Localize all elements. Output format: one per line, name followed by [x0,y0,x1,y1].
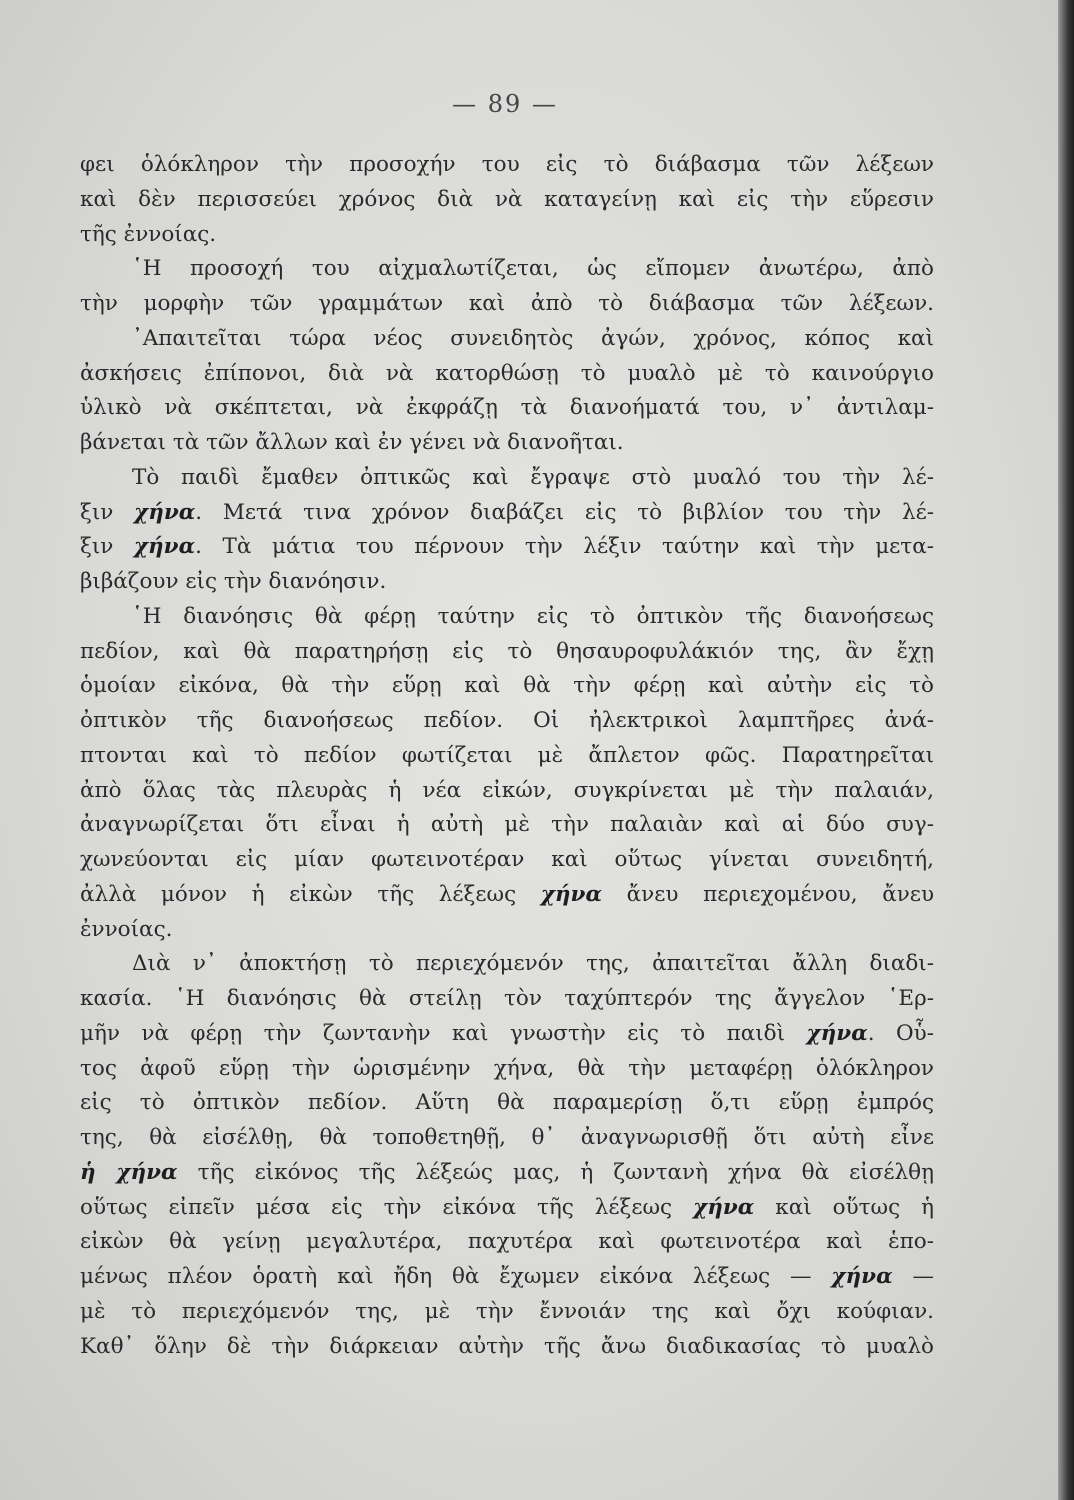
text-line: καὶ δὲν περισσεύει χρόνος διὰ νὰ καταγείνῃ καὶ εἰς τὴν εὕρεσιν [80,186,934,212]
text-line: μῆν νὰ φέρῃ τὴν ζωντανὴν καὶ γνωστὴν εἰς τὸ παιδὶ χήνα. Οὗ- [80,1020,934,1046]
emphasized-word: χήνα [540,881,603,907]
text-line: χωνεύονται εἰς μίαν φωτεινοτέραν καὶ οὕτως γίνεται συνειδητή, [80,847,934,872]
text-line: ᾿Απαιτεῖται τώρα νέος συνειδητὸς ἀγών, χρόνος, κόπος καὶ [132,325,934,351]
emphasized-word: χήνα [134,499,196,525]
text-line: Καθ᾿ ὅλην δὲ τὴν διάρκειαν αὐτὴν τῆς ἄνω διαδικασίας τὸ μυαλὸ [80,1333,934,1359]
text-line: κασία. ῾Η διανόησις θὰ στείλῃ τὸν ταχύπτερόν της ἄγγελον ῾Ερ- [80,986,934,1011]
text-line: εἰς τὸ ὀπτικὸν πεδίον. Αὕτη θὰ παραμερίσῃ ὅ,τι εὕρῃ ἐμπρός [80,1090,934,1116]
emphasized-word: ἡ χήνα [80,1159,178,1185]
text-line: πεδίον, καὶ θὰ παρατηρήσῃ εἰς τὸ θησαυροφυλάκιόν της, ἂν ἔχῃ [80,638,934,664]
text-line: εἰκὼν θὰ γείνῃ μεγαλυτέρα, παχυτέρα καὶ φωτεινοτέρα καὶ ἑπο- [80,1229,934,1255]
text-line: ἀπὸ ὅλας τὰς πλευρὰς ἡ νέα εἰκών, συγκρίνεται μὲ τὴν παλαιάν, [80,777,934,803]
text-line: ἀναγνωρίζεται ὅτι εἶναι ἡ αὐτὴ μὲ τὴν παλαιὰν καὶ αἱ δύο συγ- [80,812,934,838]
book-binding-edge [1058,0,1074,1500]
emphasized-word: χήνα [133,534,196,560]
text-line: τος ἀφοῦ εὕρῃ τὴν ὡρισμένην χήνα, θὰ τὴν μεταφέρῃ ὁλόκληρον [80,1055,934,1081]
body-text [80,148,934,1364]
emphasized-word: χήνα [693,1194,755,1220]
text-line: βάνεται τὰ τῶν ἄλλων καὶ ἐν γένει νὰ διανοῆται. [80,430,624,455]
text-line: μὲ τὸ περιεχόμενόν της, μὲ τὴν ἔννοιάν της καὶ ὄχι κούφιαν. [80,1298,934,1324]
text-line: ξιν χήνα. Τὰ μάτια του πέρνουν τὴν λέξιν ταύτην καὶ τὴν μετα- [80,534,934,560]
text-line: πτονται καὶ τὸ πεδίον φωτίζεται μὲ ἄπλετον φῶς. Παρατηρεῖται [80,742,934,768]
text-line: ἡ χήνα τῆς εἰκόνος τῆς λέξεώς μας, ἡ ζωντανὴ χήνα θὰ εἰσέλθῃ [80,1159,935,1185]
text-line: ῾Η προσοχή του αἰχμαλωτίζεται, ὡς εἴπομεν ἀνωτέρω, ἀπὸ [132,256,934,282]
text-line: οὕτως εἰπεῖν μέσα εἰς τὴν εἰκόνα τῆς λέξεως χήνα καὶ οὕτως ἡ [80,1194,934,1220]
text-line: ἀλλὰ μόνον ἡ εἰκὼν τῆς λέξεως χήνα ἄνευ περιεχομένου, ἄνευ [80,881,935,907]
text-line: ὀπτικὸν τῆς διανοήσεως πεδίον. Οἱ ἠλεκτρικοὶ λαμπτῆρες ἀνά- [80,708,934,733]
text-line: μένως πλέον ὁρατὴ καὶ ἤδη θὰ ἔχωμεν εἰκόνα λέξεως — χήνα — [80,1264,934,1289]
emphasized-word: χήνα [806,1020,868,1046]
text-line: ξιν χήνα. Μετά τινα χρόνον διαβάζει εἰς τὸ βιβλίον του τὴν λέ- [80,499,934,525]
text-line: ἀσκήσεις ἐπίπονοι, διὰ νὰ κατορθώσῃ τὸ μυαλὸ μὲ τὸ καινούργιο [80,360,934,386]
text-line: ἐννοίας. [80,916,173,942]
text-line: Τὸ παιδὶ ἔμαθεν ὀπτικῶς καὶ ἔγραψε στὸ μυαλό του τὴν λέ- [132,464,934,490]
text-line: ὁμοίαν εἰκόνα, θὰ τὴν εὕρῃ καὶ θὰ τὴν φέρῃ καὶ αὐτὴν εἰς τὸ [80,673,934,699]
text-line: φει ὁλόκληρον τὴν προσοχήν του εἰς τὸ διάβασμα τῶν λέξεων [80,152,934,177]
text-line: ῾Η διανόησις θὰ φέρῃ ταύτην εἰς τὸ ὀπτικὸν τῆς διανοήσεως [132,603,934,629]
text-line: βιβάζουν εἰς τὴν διανόησιν. [80,569,387,594]
page-number: — 89 — [452,90,558,118]
emphasized-word: χήνα [831,1264,893,1289]
text-line: της, θὰ εἰσέλθῃ, θὰ τοποθετηθῇ, θ᾿ ἀναγνωρισθῇ ὅτι αὐτὴ εἶνε [80,1125,934,1150]
text-line: ὑλικὸ νὰ σκέπτεται, νὰ ἐκφράζῃ τὰ διανοήματά του, ν᾿ ἀντιλαμ- [80,395,934,421]
text-line: τῆς ἐννοίας. [80,221,217,247]
text-line: τὴν μορφὴν τῶν γραμμάτων καὶ ἀπὸ τὸ διάβασμα τῶν λέξεων. [80,291,934,316]
text-line: Διὰ ν᾿ ἀποκτήσῃ τὸ περιεχόμενόν της, ἀπαιτεῖται ἄλλη διαδι- [132,951,934,977]
